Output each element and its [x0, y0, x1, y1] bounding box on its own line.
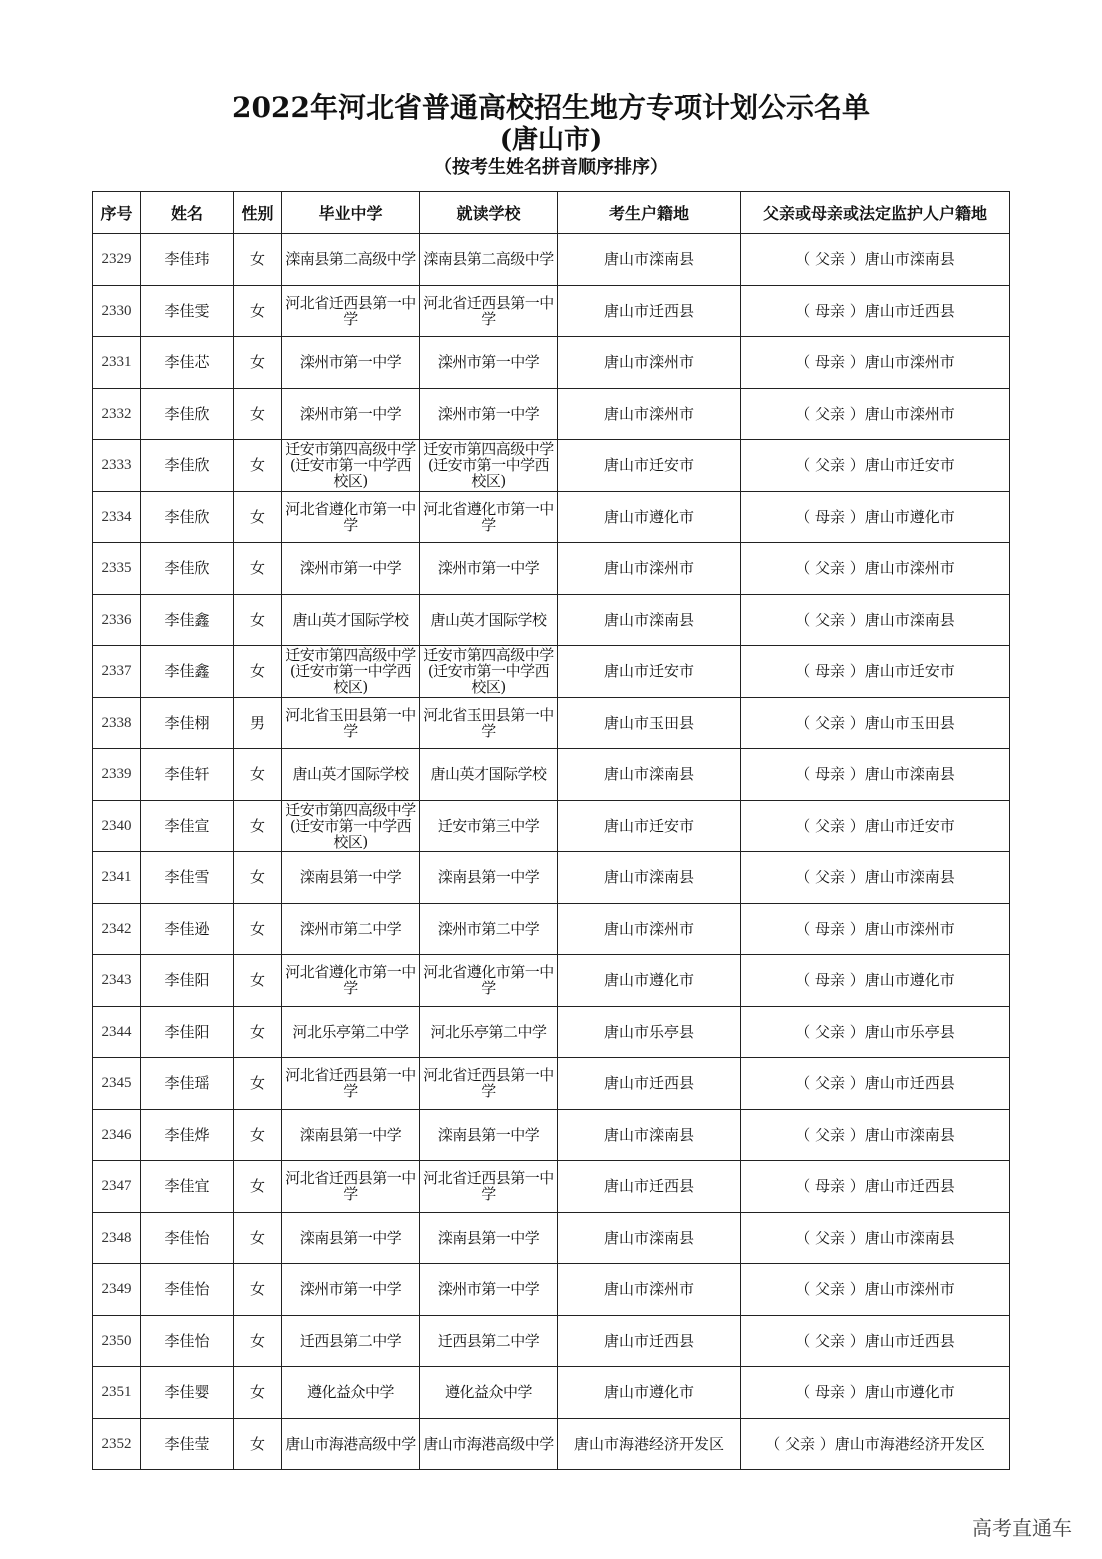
- column-header-no: 序号: [93, 192, 141, 234]
- cell-name: 李佳芯: [141, 337, 234, 389]
- cell-guardian-hukou: （ 母亲 ）唐山市迁西县: [741, 1161, 1010, 1213]
- cell-number: 2330: [93, 285, 141, 337]
- table-row: [93, 440, 1010, 492]
- table-row: [93, 1058, 1010, 1110]
- cell-number: 2352: [93, 1418, 141, 1470]
- cell-current-school: 滦南县第二高级中学: [420, 234, 558, 286]
- cell-current-school: 迁安市第三中学: [420, 800, 558, 852]
- cell-name: 李佳栩: [141, 697, 234, 749]
- cell-grad-school: 滦南县第一中学: [282, 1212, 420, 1264]
- table-row: [93, 491, 1010, 543]
- cell-gender: 女: [234, 1264, 282, 1316]
- cell-gender: 女: [234, 234, 282, 286]
- cell-current-school: 迁西县第二中学: [420, 1315, 558, 1367]
- cell-current-school: 滦南县第一中学: [420, 1212, 558, 1264]
- cell-name: 李佳阳: [141, 1006, 234, 1058]
- cell-number: 2351: [93, 1367, 141, 1419]
- column-header-name: 姓名: [141, 192, 234, 234]
- cell-guardian-hukou: （ 父亲 ）唐山市滦南县: [741, 1109, 1010, 1161]
- cell-gender: 女: [234, 1367, 282, 1419]
- cell-current-school: 河北省迁西县第一中学: [420, 1058, 558, 1110]
- cell-name: 李佳烨: [141, 1109, 234, 1161]
- cell-guardian-hukou: （ 母亲 ）唐山市遵化市: [741, 955, 1010, 1007]
- cell-hukou: 唐山市滦州市: [558, 903, 741, 955]
- cell-hukou: 唐山市滦州市: [558, 543, 741, 595]
- cell-name: 李佳瑶: [141, 1058, 234, 1110]
- cell-gender: 女: [234, 388, 282, 440]
- table-row: [93, 1367, 1010, 1419]
- cell-number: 2335: [93, 543, 141, 595]
- cell-name: 李佳欣: [141, 388, 234, 440]
- cell-guardian-hukou: （ 父亲 ）唐山市滦州市: [741, 1264, 1010, 1316]
- cell-guardian-hukou: （ 父亲 ）唐山市滦南县: [741, 234, 1010, 286]
- cell-current-school: 唐山英才国际学校: [420, 749, 558, 801]
- cell-hukou: 唐山市海港经济开发区: [558, 1418, 741, 1470]
- cell-grad-school: 唐山英才国际学校: [282, 594, 420, 646]
- cell-guardian-hukou: （ 母亲 ）唐山市遵化市: [741, 1367, 1010, 1419]
- cell-number: 2336: [93, 594, 141, 646]
- cell-guardian-hukou: （ 父亲 ）唐山市滦南县: [741, 594, 1010, 646]
- cell-name: 李佳欣: [141, 491, 234, 543]
- cell-name: 李佳宣: [141, 800, 234, 852]
- cell-name: 李佳欣: [141, 440, 234, 492]
- cell-grad-school: 迁安市第四高级中学(迁安市第一中学西校区): [282, 440, 420, 492]
- roster-table: [92, 191, 1010, 1470]
- cell-hukou: 唐山市迁西县: [558, 285, 741, 337]
- cell-gender: 女: [234, 903, 282, 955]
- cell-hukou: 唐山市滦州市: [558, 337, 741, 389]
- cell-hukou: 唐山市滦南县: [558, 749, 741, 801]
- cell-hukou: 唐山市遵化市: [558, 491, 741, 543]
- table-row: [93, 1006, 1010, 1058]
- page-subtitle-city: (唐山市): [499, 125, 603, 155]
- page-sort-note: （按考生姓名拼音顺序排序）: [434, 157, 668, 178]
- cell-gender: 女: [234, 1006, 282, 1058]
- cell-gender: 女: [234, 1058, 282, 1110]
- cell-guardian-hukou: （ 父亲 ）唐山市迁西县: [741, 1058, 1010, 1110]
- table-row: [93, 1315, 1010, 1367]
- cell-number: 2343: [93, 955, 141, 1007]
- cell-guardian-hukou: （ 母亲 ）唐山市滦南县: [741, 749, 1010, 801]
- cell-gender: 女: [234, 285, 282, 337]
- cell-guardian-hukou: （ 母亲 ）唐山市滦州市: [741, 337, 1010, 389]
- cell-grad-school: 滦州市第一中学: [282, 388, 420, 440]
- table-row: [93, 697, 1010, 749]
- cell-current-school: 河北省玉田县第一中学: [420, 697, 558, 749]
- cell-grad-school: 滦南县第二高级中学: [282, 234, 420, 286]
- cell-grad-school: 河北乐亭第二中学: [282, 1006, 420, 1058]
- cell-number: 2344: [93, 1006, 141, 1058]
- cell-grad-school: 河北省迁西县第一中学: [282, 1058, 420, 1110]
- cell-current-school: 滦南县第一中学: [420, 1109, 558, 1161]
- cell-grad-school: 迁安市第四高级中学(迁安市第一中学西校区): [282, 646, 420, 698]
- cell-number: 2333: [93, 440, 141, 492]
- cell-guardian-hukou: （ 父亲 ）唐山市滦州市: [741, 543, 1010, 595]
- cell-number: 2346: [93, 1109, 141, 1161]
- cell-guardian-hukou: （ 父亲 ）唐山市海港经济开发区: [741, 1418, 1010, 1470]
- cell-guardian-hukou: （ 母亲 ）唐山市迁西县: [741, 285, 1010, 337]
- table-row: [93, 337, 1010, 389]
- cell-guardian-hukou: （ 母亲 ）唐山市迁安市: [741, 646, 1010, 698]
- cell-gender: 女: [234, 337, 282, 389]
- table-row: [93, 1264, 1010, 1316]
- cell-number: 2331: [93, 337, 141, 389]
- table-row: [93, 749, 1010, 801]
- cell-hukou: 唐山市迁安市: [558, 800, 741, 852]
- cell-gender: 女: [234, 491, 282, 543]
- cell-guardian-hukou: （ 父亲 ）唐山市滦州市: [741, 388, 1010, 440]
- cell-number: 2334: [93, 491, 141, 543]
- column-header-gender: 性别: [234, 192, 282, 234]
- cell-gender: 女: [234, 646, 282, 698]
- cell-gender: 女: [234, 852, 282, 904]
- cell-hukou: 唐山市滦南县: [558, 234, 741, 286]
- table-row: [93, 594, 1010, 646]
- cell-hukou: 唐山市滦南县: [558, 594, 741, 646]
- cell-number: 2338: [93, 697, 141, 749]
- cell-guardian-hukou: （ 父亲 ）唐山市迁安市: [741, 440, 1010, 492]
- cell-name: 李佳鑫: [141, 646, 234, 698]
- table-row: [93, 1109, 1010, 1161]
- column-header-hukou: 考生户籍地: [558, 192, 741, 234]
- cell-current-school: 河北省迁西县第一中学: [420, 1161, 558, 1213]
- cell-name: 李佳怡: [141, 1212, 234, 1264]
- cell-grad-school: 河北省迁西县第一中学: [282, 285, 420, 337]
- cell-gender: 女: [234, 543, 282, 595]
- cell-current-school: 唐山英才国际学校: [420, 594, 558, 646]
- cell-hukou: 唐山市遵化市: [558, 1367, 741, 1419]
- cell-current-school: 滦南县第一中学: [420, 852, 558, 904]
- cell-name: 李佳玮: [141, 234, 234, 286]
- cell-gender: 女: [234, 1109, 282, 1161]
- cell-grad-school: 迁西县第二中学: [282, 1315, 420, 1367]
- cell-number: 2348: [93, 1212, 141, 1264]
- table-row: [93, 800, 1010, 852]
- cell-hukou: 唐山市遵化市: [558, 955, 741, 1007]
- cell-current-school: 滦州市第二中学: [420, 903, 558, 955]
- cell-current-school: 河北省遵化市第一中学: [420, 491, 558, 543]
- page-title: 2022年河北省普通高校招生地方专项计划公示名单: [232, 91, 870, 124]
- table-row: [93, 646, 1010, 698]
- cell-grad-school: 滦州市第二中学: [282, 903, 420, 955]
- cell-gender: 女: [234, 955, 282, 1007]
- cell-gender: 女: [234, 1418, 282, 1470]
- cell-name: 李佳雯: [141, 285, 234, 337]
- cell-hukou: 唐山市滦州市: [558, 1264, 741, 1316]
- cell-name: 李佳轩: [141, 749, 234, 801]
- table-row: [93, 955, 1010, 1007]
- cell-hukou: 唐山市滦南县: [558, 1212, 741, 1264]
- cell-number: 2350: [93, 1315, 141, 1367]
- cell-guardian-hukou: （ 父亲 ）唐山市迁西县: [741, 1315, 1010, 1367]
- cell-grad-school: 滦州市第一中学: [282, 1264, 420, 1316]
- cell-number: 2337: [93, 646, 141, 698]
- cell-name: 李佳怡: [141, 1315, 234, 1367]
- table-row: [93, 543, 1010, 595]
- cell-gender: 女: [234, 1212, 282, 1264]
- cell-number: 2341: [93, 852, 141, 904]
- cell-hukou: 唐山市滦南县: [558, 852, 741, 904]
- table-row: [93, 1212, 1010, 1264]
- cell-guardian-hukou: （ 父亲 ）唐山市滦南县: [741, 852, 1010, 904]
- table-row: [93, 1161, 1010, 1213]
- cell-number: 2342: [93, 903, 141, 955]
- table-row: [93, 852, 1010, 904]
- cell-name: 李佳宜: [141, 1161, 234, 1213]
- cell-grad-school: 滦南县第一中学: [282, 852, 420, 904]
- table-row: [93, 234, 1010, 286]
- column-header-current-school: 就读学校: [420, 192, 558, 234]
- cell-name: 李佳雪: [141, 852, 234, 904]
- cell-hukou: 唐山市迁西县: [558, 1161, 741, 1213]
- cell-guardian-hukou: （ 母亲 ）唐山市遵化市: [741, 491, 1010, 543]
- cell-guardian-hukou: （ 母亲 ）唐山市滦州市: [741, 903, 1010, 955]
- cell-gender: 女: [234, 800, 282, 852]
- cell-grad-school: 河北省迁西县第一中学: [282, 1161, 420, 1213]
- footer-watermark: 高考直通车: [972, 1516, 1072, 1540]
- cell-name: 李佳阳: [141, 955, 234, 1007]
- cell-current-school: 迁安市第四高级中学(迁安市第一中学西校区): [420, 440, 558, 492]
- column-header-grad-school: 毕业中学: [282, 192, 420, 234]
- table-header-row: [93, 192, 1010, 234]
- cell-grad-school: 遵化益众中学: [282, 1367, 420, 1419]
- cell-hukou: 唐山市迁西县: [558, 1058, 741, 1110]
- cell-current-school: 滦州市第一中学: [420, 337, 558, 389]
- cell-hukou: 唐山市玉田县: [558, 697, 741, 749]
- cell-grad-school: 唐山英才国际学校: [282, 749, 420, 801]
- cell-guardian-hukou: （ 父亲 ）唐山市玉田县: [741, 697, 1010, 749]
- cell-current-school: 遵化益众中学: [420, 1367, 558, 1419]
- cell-hukou: 唐山市迁安市: [558, 646, 741, 698]
- cell-gender: 女: [234, 1315, 282, 1367]
- cell-guardian-hukou: （ 父亲 ）唐山市滦南县: [741, 1212, 1010, 1264]
- cell-grad-school: 唐山市海港高级中学: [282, 1418, 420, 1470]
- cell-gender: 女: [234, 749, 282, 801]
- table-row: [93, 285, 1010, 337]
- cell-name: 李佳欣: [141, 543, 234, 595]
- cell-grad-school: 河北省遵化市第一中学: [282, 491, 420, 543]
- cell-current-school: 唐山市海港高级中学: [420, 1418, 558, 1470]
- cell-grad-school: 河北省遵化市第一中学: [282, 955, 420, 1007]
- table-row: [93, 388, 1010, 440]
- cell-hukou: 唐山市迁安市: [558, 440, 741, 492]
- cell-number: 2329: [93, 234, 141, 286]
- cell-number: 2349: [93, 1264, 141, 1316]
- cell-name: 李佳鑫: [141, 594, 234, 646]
- cell-current-school: 滦州市第一中学: [420, 388, 558, 440]
- cell-current-school: 迁安市第四高级中学(迁安市第一中学西校区): [420, 646, 558, 698]
- table-row: [93, 1418, 1010, 1470]
- table-row: [93, 903, 1010, 955]
- cell-name: 李佳怡: [141, 1264, 234, 1316]
- cell-hukou: 唐山市滦南县: [558, 1109, 741, 1161]
- cell-hukou: 唐山市滦州市: [558, 388, 741, 440]
- cell-current-school: 河北乐亭第二中学: [420, 1006, 558, 1058]
- cell-number: 2339: [93, 749, 141, 801]
- cell-name: 李佳逊: [141, 903, 234, 955]
- cell-number: 2347: [93, 1161, 141, 1213]
- cell-name: 李佳婴: [141, 1367, 234, 1419]
- cell-grad-school: 迁安市第四高级中学(迁安市第一中学西校区): [282, 800, 420, 852]
- cell-current-school: 河北省遵化市第一中学: [420, 955, 558, 1007]
- cell-guardian-hukou: （ 父亲 ）唐山市乐亭县: [741, 1006, 1010, 1058]
- cell-number: 2340: [93, 800, 141, 852]
- cell-gender: 女: [234, 1161, 282, 1213]
- cell-hukou: 唐山市迁西县: [558, 1315, 741, 1367]
- cell-grad-school: 滦州市第一中学: [282, 543, 420, 595]
- cell-name: 李佳莹: [141, 1418, 234, 1470]
- cell-current-school: 滦州市第一中学: [420, 1264, 558, 1316]
- cell-gender: 女: [234, 594, 282, 646]
- cell-grad-school: 河北省玉田县第一中学: [282, 697, 420, 749]
- cell-number: 2345: [93, 1058, 141, 1110]
- cell-gender: 女: [234, 440, 282, 492]
- cell-grad-school: 滦南县第一中学: [282, 1109, 420, 1161]
- cell-grad-school: 滦州市第一中学: [282, 337, 420, 389]
- cell-hukou: 唐山市乐亭县: [558, 1006, 741, 1058]
- cell-current-school: 滦州市第一中学: [420, 543, 558, 595]
- cell-current-school: 河北省迁西县第一中学: [420, 285, 558, 337]
- cell-gender: 男: [234, 697, 282, 749]
- column-header-guardian-hukou: 父亲或母亲或法定监护人户籍地: [741, 192, 1010, 234]
- cell-number: 2332: [93, 388, 141, 440]
- cell-guardian-hukou: （ 父亲 ）唐山市迁安市: [741, 800, 1010, 852]
